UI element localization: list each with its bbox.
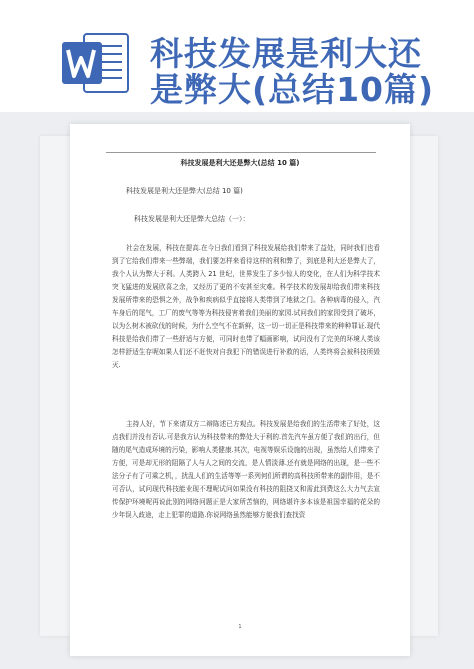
section-heading: 科技发展是利大还是弊大总结（一）： [134,215,250,223]
page-number: 1 [238,624,242,630]
banner [0,0,474,112]
banner-title-line1: 科技发展是利大还 [150,34,422,73]
document-title: 科技发展是利大还是弊大(总结 10 篇) [180,159,300,167]
header-rule [106,152,376,153]
paragraph: 主持人好，节下来请双方二辩陈述已方观点。科技发展是给我们的生活带来了好处，这点我们并没有否认.可是我方认为科技带来的弊处大于利的.首先汽车虽方便了我们的出行，但随的尾气造成环境的污染，影响人类健康.其次，电视等娱乐设施的出现，虽然给人们带来了方便，可是却无形的阻隔了人与人之间的交流，是人情淡薄.还有就是网络的出现，是一些不法分子有了可乘之机，，扰乱人们的生活等等一系列何们所谓的高科技所带来的副作用，是不可否认，试问现代科技能业现不理呢试问如果没有科技的阻挠又和需此到费这么大力气去宣传保护环境呢再说此别的网络问题正是大家所苦恼的，网络堪许多本该是祖国幸福的花朵的少年误入歧途，走上犯罪的道路.你说网络虽然能够方便我们查找资 [112,420,380,519]
word-document-icon [60,30,132,96]
banner-title-line2: 是弊大(总结10篇) [150,70,435,109]
paragraph: 社会在发展，科技在提高.在今日我们看到了科技发展给我们带来了益处，同时我们也看到了它给我们带来一些弊端，我们要怎样来看待这样的利和弊了，到底是利大还是弊大了，我个人认为弊大于利。人类跨入 21 世纪，世界发生了多少惊人的变化，在人们为科学技术突飞猛进的发展欣喜之余，又经历了更的不安甚至灾难。科学技术的发展却给我们带来科技发展所带来的恐惧之外，战争和疾病似乎直接将人类带到了地狱之门。各种病毒的侵入，汽车身后的尾气，工厂的废气等等为科技侵害着我们美丽的家园.试问我们的家园受到了破坏，以为么树木被砍伐的时候，为什么空气不在新鲜，这一切一切正是科技带来的种种罪证.现代科技是给我们带了一些舒适与方便，可同时也带了幅画影响，试问没有了完美的环境人类该怎样舒适生存呢如果人们还不赶快对自我犯下的错误进行补救的话，人类终将会被科技所毁灭. [112,244,380,369]
document-subtitle: 科技发展是利大还是弊大(总结 10 篇) [126,187,243,195]
document-page [70,124,410,656]
